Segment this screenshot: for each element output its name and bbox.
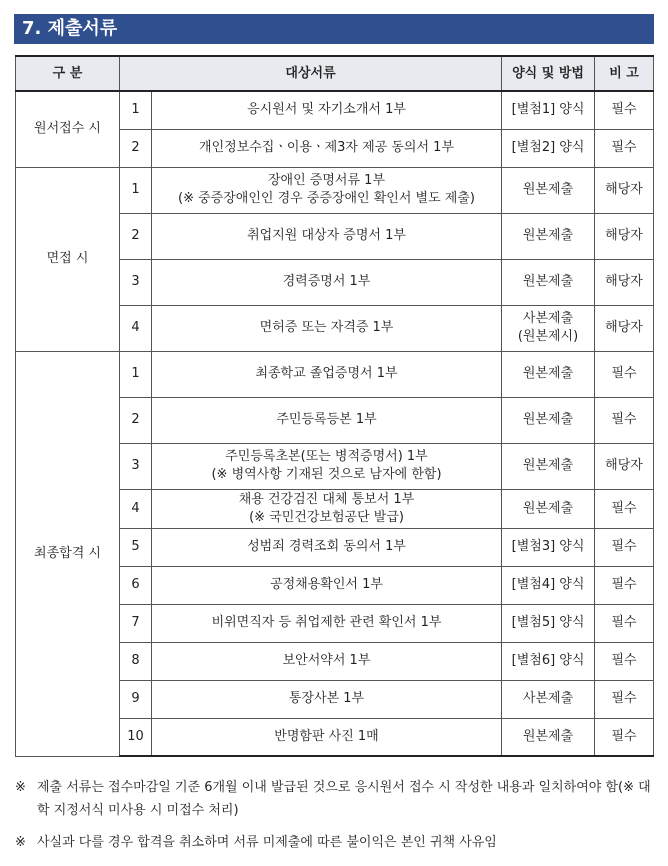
header-category: 구 분 bbox=[16, 56, 120, 91]
method-text: 원본제출 bbox=[522, 228, 574, 243]
section-title: 7. 제출서류 bbox=[14, 14, 654, 44]
document-name: 취업지원 대상자 증명서 1부 bbox=[247, 228, 406, 243]
category-cell: 원서접수 시 bbox=[16, 91, 120, 167]
method-cell bbox=[502, 397, 595, 443]
remark-cell: 필수 bbox=[595, 91, 654, 129]
method-cell bbox=[502, 718, 595, 756]
document-cell bbox=[152, 443, 502, 489]
document-cell bbox=[152, 167, 502, 213]
note-item bbox=[15, 776, 655, 822]
document-name: 채용 건강검진 대체 통보서 1부 bbox=[238, 491, 415, 507]
document-name: 반명함판 사진 1매 bbox=[274, 728, 379, 744]
documents-table bbox=[15, 55, 654, 757]
document-cell bbox=[152, 305, 502, 351]
note-mark: ※ bbox=[15, 780, 26, 795]
method-cell bbox=[502, 680, 595, 718]
method-text: [별첨3] 양식 bbox=[511, 539, 585, 554]
note-text: 사실과 다를 경우 합격을 취소하며 서류 미제출에 따른 불이익은 본인 귀책 사유임 bbox=[37, 835, 497, 850]
method-cell bbox=[502, 351, 595, 397]
row-number: 7 bbox=[120, 604, 152, 642]
document-cell bbox=[152, 642, 502, 680]
remark-cell: 필수 bbox=[595, 680, 654, 718]
row-number: 4 bbox=[120, 489, 152, 528]
table-header-row bbox=[16, 56, 654, 91]
remark-cell: 해당자 bbox=[595, 167, 654, 213]
document-note: (※ 병역사항 기재된 것으로 남자에 한함) bbox=[211, 467, 442, 482]
document-cell bbox=[152, 213, 502, 259]
table-body bbox=[16, 91, 654, 756]
method-cell bbox=[502, 167, 595, 213]
document-cell bbox=[152, 680, 502, 718]
method-text: 사본제출 bbox=[522, 691, 574, 706]
header-documents: 대상서류 bbox=[120, 56, 502, 91]
document-cell bbox=[152, 604, 502, 642]
method-text: [별첨4] 양식 bbox=[511, 577, 585, 592]
row-number: 2 bbox=[120, 213, 152, 259]
document-cell bbox=[152, 129, 502, 167]
document-cell bbox=[152, 566, 502, 604]
note-mark: ※ bbox=[15, 835, 26, 850]
method-note: (원본제시) bbox=[517, 329, 579, 344]
row-number: 3 bbox=[120, 443, 152, 489]
header-remarks: 비 고 bbox=[595, 56, 654, 91]
remark-cell: 필수 bbox=[595, 642, 654, 680]
row-number: 4 bbox=[120, 305, 152, 351]
row-number: 2 bbox=[120, 397, 152, 443]
document-name: 주민등록등본 1부 bbox=[276, 412, 377, 427]
document-cell bbox=[152, 718, 502, 756]
document-name: 보안서약서 1부 bbox=[282, 653, 371, 668]
table-row bbox=[16, 91, 654, 129]
document-cell bbox=[152, 528, 502, 566]
remark-cell: 필수 bbox=[595, 351, 654, 397]
method-text: 원본제출 bbox=[522, 366, 574, 381]
note-text: 제출 서류는 접수마감일 기준 6개월 이내 발급된 것으로 응시원서 접수 시 작성한 내용과 일치하여야 함(※ 대학 지정서식 미사용 시 미접수 처리) bbox=[37, 780, 651, 818]
remark-cell: 필수 bbox=[595, 566, 654, 604]
row-number: 8 bbox=[120, 642, 152, 680]
table-row bbox=[16, 351, 654, 397]
remark-cell: 필수 bbox=[595, 489, 654, 528]
remark-cell: 필수 bbox=[595, 528, 654, 566]
method-text: 원본제출 bbox=[522, 274, 574, 289]
method-cell bbox=[502, 642, 595, 680]
document-note: (※ 국민건강보험공단 발급) bbox=[249, 509, 404, 525]
row-number: 2 bbox=[120, 129, 152, 167]
table-row bbox=[16, 167, 654, 213]
remark-cell: 필수 bbox=[595, 129, 654, 167]
document-cell bbox=[152, 91, 502, 129]
category-cell: 최종합격 시 bbox=[16, 351, 120, 756]
remark-cell: 해당자 bbox=[595, 213, 654, 259]
row-number: 6 bbox=[120, 566, 152, 604]
header-method: 양식 및 방법 bbox=[502, 56, 595, 91]
document-name: 최종학교 졸업증명서 1부 bbox=[255, 366, 398, 381]
method-cell bbox=[502, 528, 595, 566]
document-cell bbox=[152, 397, 502, 443]
document-cell bbox=[152, 351, 502, 397]
document-cell bbox=[152, 489, 502, 528]
method-text: [별첨2] 양식 bbox=[511, 140, 585, 155]
method-text: 원본제출 bbox=[522, 728, 574, 744]
method-text: 사본제출 bbox=[522, 311, 574, 326]
row-number: 5 bbox=[120, 528, 152, 566]
document-name: 경력증명서 1부 bbox=[282, 274, 371, 289]
row-number: 10 bbox=[120, 718, 152, 756]
document-name: 장애인 증명서류 1부 bbox=[268, 173, 385, 188]
document-name: 주민등록초본(또는 병적증명서) 1부 bbox=[225, 449, 428, 464]
method-text: [별첨6] 양식 bbox=[511, 653, 585, 668]
document-cell bbox=[152, 259, 502, 305]
document-name: 면허증 또는 자격증 1부 bbox=[259, 320, 394, 335]
remark-cell: 해당자 bbox=[595, 259, 654, 305]
document-name: 비위면직자 등 취업제한 관련 확인서 1부 bbox=[211, 615, 442, 630]
method-text: [별첨5] 양식 bbox=[511, 615, 585, 630]
remark-cell: 필수 bbox=[595, 397, 654, 443]
method-cell bbox=[502, 604, 595, 642]
remark-cell: 해당자 bbox=[595, 305, 654, 351]
note-item bbox=[15, 831, 655, 854]
remark-cell: 해당자 bbox=[595, 443, 654, 489]
method-cell bbox=[502, 259, 595, 305]
method-text: 원본제출 bbox=[522, 500, 574, 516]
document-name: 통장사본 1부 bbox=[288, 691, 365, 706]
method-cell bbox=[502, 213, 595, 259]
row-number: 9 bbox=[120, 680, 152, 718]
document-name: 성범죄 경력조회 동의서 1부 bbox=[247, 539, 406, 554]
row-number: 1 bbox=[120, 91, 152, 129]
method-text: 원본제출 bbox=[522, 412, 574, 427]
category-cell: 면접 시 bbox=[16, 167, 120, 351]
document-name: 응시원서 및 자기소개서 1부 bbox=[247, 102, 406, 118]
method-cell bbox=[502, 91, 595, 129]
notes bbox=[15, 776, 655, 854]
row-number: 1 bbox=[120, 351, 152, 397]
document-name: 개인정보수집ㆍ이용ㆍ제3자 제공 동의서 1부 bbox=[199, 140, 454, 155]
row-number: 1 bbox=[120, 167, 152, 213]
method-cell bbox=[502, 489, 595, 528]
method-cell bbox=[502, 443, 595, 489]
row-number: 3 bbox=[120, 259, 152, 305]
document-name: 공정채용확인서 1부 bbox=[270, 577, 383, 592]
method-cell bbox=[502, 305, 595, 351]
remark-cell: 필수 bbox=[595, 718, 654, 756]
method-text: [별첨1] 양식 bbox=[511, 102, 585, 118]
method-cell bbox=[502, 566, 595, 604]
method-cell bbox=[502, 129, 595, 167]
method-text: 원본제출 bbox=[522, 182, 574, 197]
remark-cell: 필수 bbox=[595, 604, 654, 642]
method-text: 원본제출 bbox=[522, 458, 574, 473]
document-note: (※ 중증장애인인 경우 중증장애인 확인서 별도 제출) bbox=[178, 191, 475, 206]
